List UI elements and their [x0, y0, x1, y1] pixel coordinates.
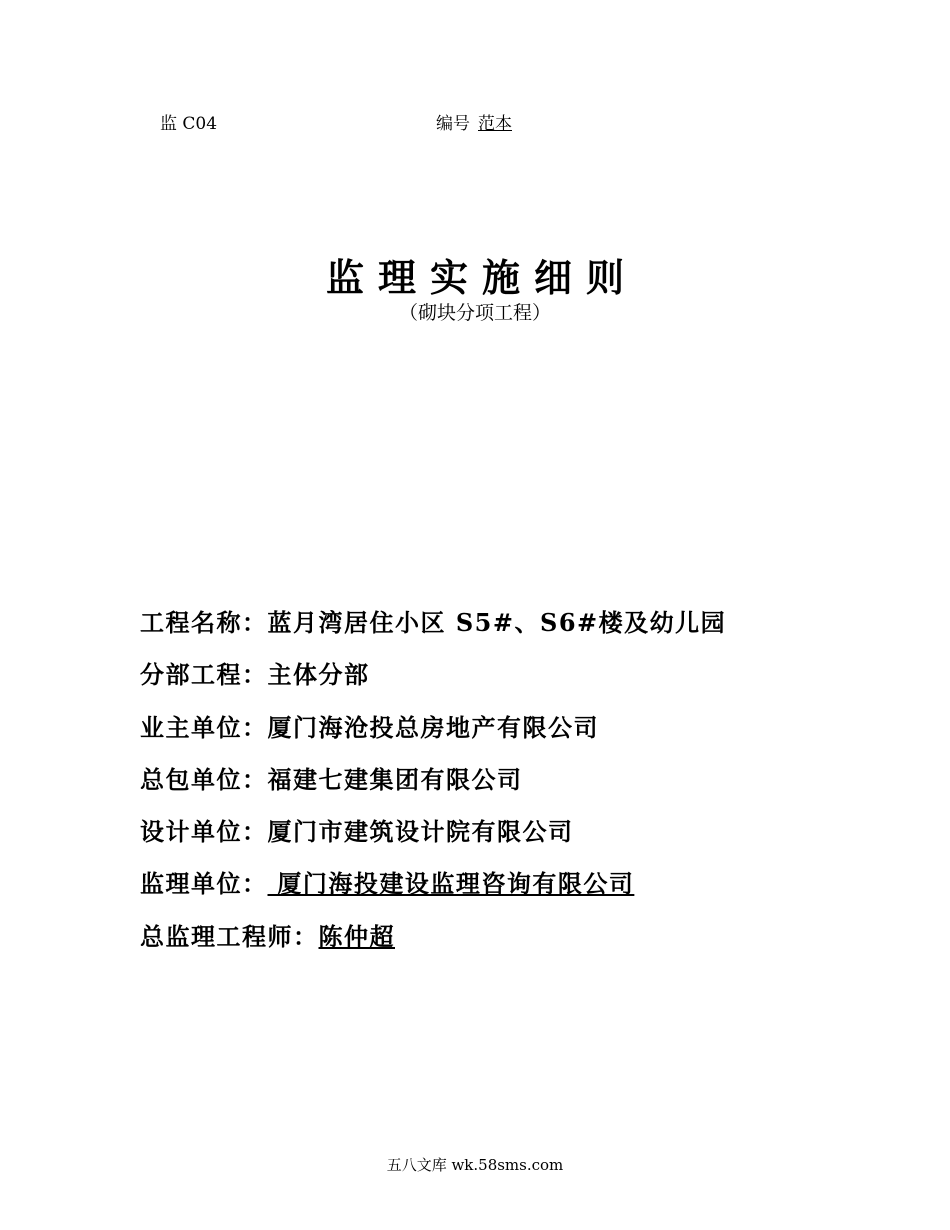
info-label: 监理单位： — [140, 869, 268, 899]
document-subtitle: （砌块分项工程） — [398, 302, 551, 324]
info-label: 业主单位： — [140, 712, 268, 742]
info-row-chief-engineer — [140, 919, 900, 971]
info-row-supervisor — [140, 866, 900, 918]
document-number — [436, 113, 520, 135]
info-label: 分部工程： — [140, 660, 268, 690]
info-label: 总包单位： — [140, 764, 268, 794]
document-number-value: 范本 — [478, 114, 512, 134]
info-value: 福建七建集团有限公司 — [267, 764, 523, 794]
info-row-owner — [140, 710, 900, 762]
info-row-designer — [140, 814, 900, 866]
info-label: 总监理工程师： — [140, 921, 319, 951]
info-row-division — [140, 657, 900, 709]
info-value: 厦门市建筑设计院有限公司 — [267, 817, 574, 847]
project-info-list — [140, 605, 900, 971]
info-value: 陈仲超 — [318, 921, 395, 951]
form-code: 监 C04 — [160, 114, 218, 134]
info-value: 蓝月湾居住小区 S5#、S6#楼及幼儿园 — [267, 608, 727, 637]
info-value: 厦门海沧投总房地产有限公司 — [267, 712, 599, 742]
info-row-project-name — [140, 605, 900, 657]
document-number-label: 编号 — [436, 114, 470, 134]
document-title: 监理实施细则 — [325, 255, 638, 300]
info-value: 主体分部 — [267, 660, 370, 690]
footer-watermark: 五八文库 wk.58sms.com — [386, 1156, 564, 1174]
info-value: 厦门海投建设监理咨询有限公司 — [267, 869, 635, 899]
info-label: 工程名称： — [140, 608, 268, 637]
info-label: 设计单位： — [140, 817, 268, 847]
info-row-contractor — [140, 762, 900, 814]
